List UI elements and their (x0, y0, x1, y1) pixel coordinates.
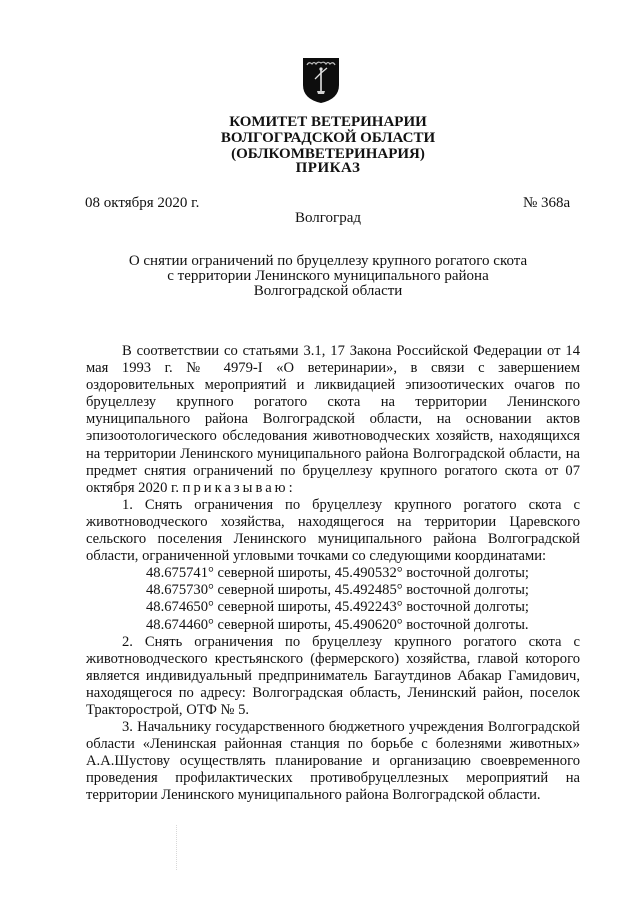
order-number: № 368а (523, 195, 571, 211)
coordinate-line: 48.675730° северной широты, 45.492485° восточной долготы; (146, 582, 529, 599)
header-line-3: (ОБЛКОМВЕТЕРИНАРИЯ) (231, 146, 425, 162)
order-word: приказываю: (182, 479, 296, 496)
subject-line-3: Волгоградской области (253, 283, 403, 299)
preamble-text: В соответствии со статьями 3.1, 17 Закона Российской Федерации от 14 мая 1993 г. № 4979-I «О ветеринарии», в связи с завершением оздоровительных мероприятий и ликвидацией эпизоотических очагов по бруцеллезу крупного рогатого скота на территории Ленинского муниципального района Волгоградской области, на основании актов эпизоотологического обследования животноводческих хозяйств, находящихся на территории Ленинского муниципального района Волгоградской области, на предмет снятия ограничений по бруцеллезу крупного рогатого скота от 07 октября 2020 г. (86, 343, 580, 496)
order-body (86, 343, 580, 805)
coordinate-line: 48.674460° северной широты, 45.490620° восточной долготы. (146, 616, 529, 633)
header-line-1: КОМИТЕТ ВЕТЕРИНАРИИ (229, 114, 427, 130)
order-subject (0, 254, 640, 299)
preamble-paragraph (86, 343, 580, 497)
item-1-paragraph: 1. Снять ограничения по бруцеллезу крупного рогатого скота с животноводческого хозяйства, находящегося на территории Царевского сельского поселения Ленинского муниципального района Волгоградской области, ограниченной угловыми точками со следующими координатами: (86, 496, 580, 565)
coat-of-arms-emblem (299, 55, 343, 105)
subject-line-1: О снятии ограничений по бруцеллезу крупного рогатого скота (128, 253, 528, 269)
item-3-paragraph: 3. Начальнику государственного бюджетного учреждения Волгоградской области «Ленинская районная станция по борьбе с болезнями животных» А.А.Шустову осуществлять планирование и организацию своевременного проведения профилактических противобруцеллезных мероприятий на территории Ленинского муниципального района Волгоградской области. (86, 719, 580, 804)
coordinates-list (86, 565, 580, 633)
order-city: Волгоград (294, 210, 361, 226)
coordinate-line: 48.674650° северной широты, 45.492243° восточной долготы; (146, 599, 529, 616)
order-date: 08 октября 2020 г. (85, 195, 200, 211)
committee-header (0, 114, 640, 162)
order-title: ПРИКАЗ (295, 160, 361, 176)
scan-artifact-line (176, 825, 178, 870)
header-line-2: ВОЛГОГРАДСКОЙ ОБЛАСТИ (220, 130, 436, 146)
subject-line-2: с территории Ленинского муниципального района (167, 268, 489, 284)
item-2-paragraph: 2. Снять ограничения по бруцеллезу крупного рогатого скота с животноводческого крестьянского (фермерского) хозяйства, главой которого является индивидуальный предприниматель Багаутдинов Абакар Гамидович, находящегося по адресу: Волгоградская область, Ленинский район, поселок Тракторострой, ОТФ № 5. (86, 633, 580, 718)
coordinate-line: 48.675741° северной широты, 45.490532° восточной долготы; (146, 565, 529, 582)
